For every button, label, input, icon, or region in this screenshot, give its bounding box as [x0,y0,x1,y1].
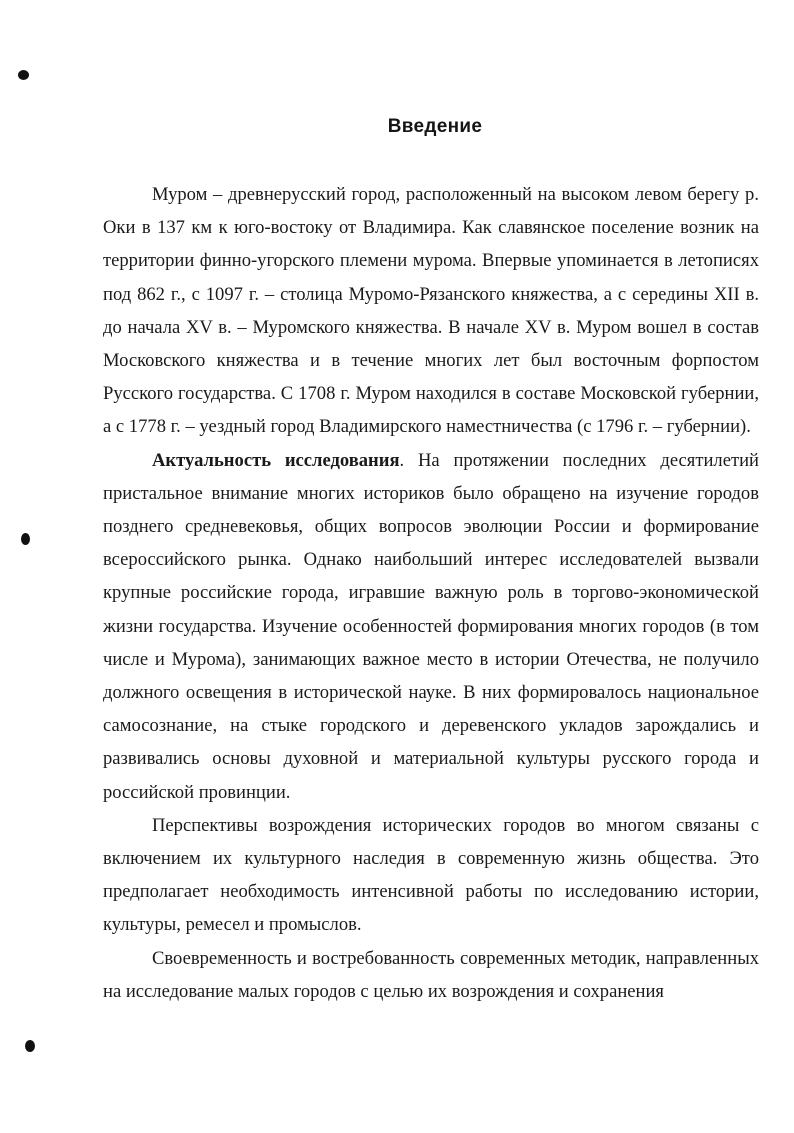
relevance-heading: Актуальность исследования [152,449,400,471]
paragraph-prospects [103,809,759,942]
paragraph-relevance [103,444,759,809]
paragraph-timeliness-text: Своевременность и востребованность современных методик, направленных на исследование малых городов с целью их возрождения и сохранения [103,947,759,1002]
paragraph-timeliness [103,942,759,1008]
scan-speck-top [18,70,29,80]
paragraph-intro-text: Муром – древнерусский город, расположенный на высоком левом берегу р. Оки в 137 км к юго-востоку от Владимира. Как славянское поселение возник на территории финно-угорского племени мурома. Впервые упоминается в летописях под 862 г., с 1097 г. – столица Муромо-Рязанского княжества, а с середины XII в. до начала XV в. – Муромского княжества. В начале XV в. Муром вошел в состав Московского княжества и в течение многих лет был восточным форпостом Русского государства. С 1708 г. Муром находился в составе Московской губернии, а с 1778 г. – уездный город Владимирского наместничества (с 1796 г. – губернии). [103,184,759,438]
paragraph-relevance-text: . На протяжении последних десятилетий пристальное внимание многих историков было обращено на изучение городов позднего средневековья, общих вопросов эволюции России и формирование всероссийского рынка. Однако наибольший интерес исследователей вызвали крупные российские города, игравшие важную роль в торгово-экономической жизни государства. Изучение особенностей формирования многих городов (в том числе и Мурома), занимающих важное место в истории Отечества, не получило должного освещения в исторической науке. В них формировалось национальное самосознание, на стыке городского и деревенского укладов зарождались и развивались основы духовной и материальной культуры русского города и российской провинции. [103,449,759,803]
paragraph-intro [103,178,759,444]
scan-speck-middle [21,533,30,545]
paragraph-prospects-text: Перспективы возрождения исторических городов во многом связаны с включением их культурного наследия в современную жизнь общества. Это предполагает необходимость интенсивной работы по исследованию истории, культуры, ремесел и промыслов. [103,814,759,936]
document-body [103,178,759,1008]
page-title: Введение [387,116,483,137]
scan-speck-bottom [25,1040,35,1052]
